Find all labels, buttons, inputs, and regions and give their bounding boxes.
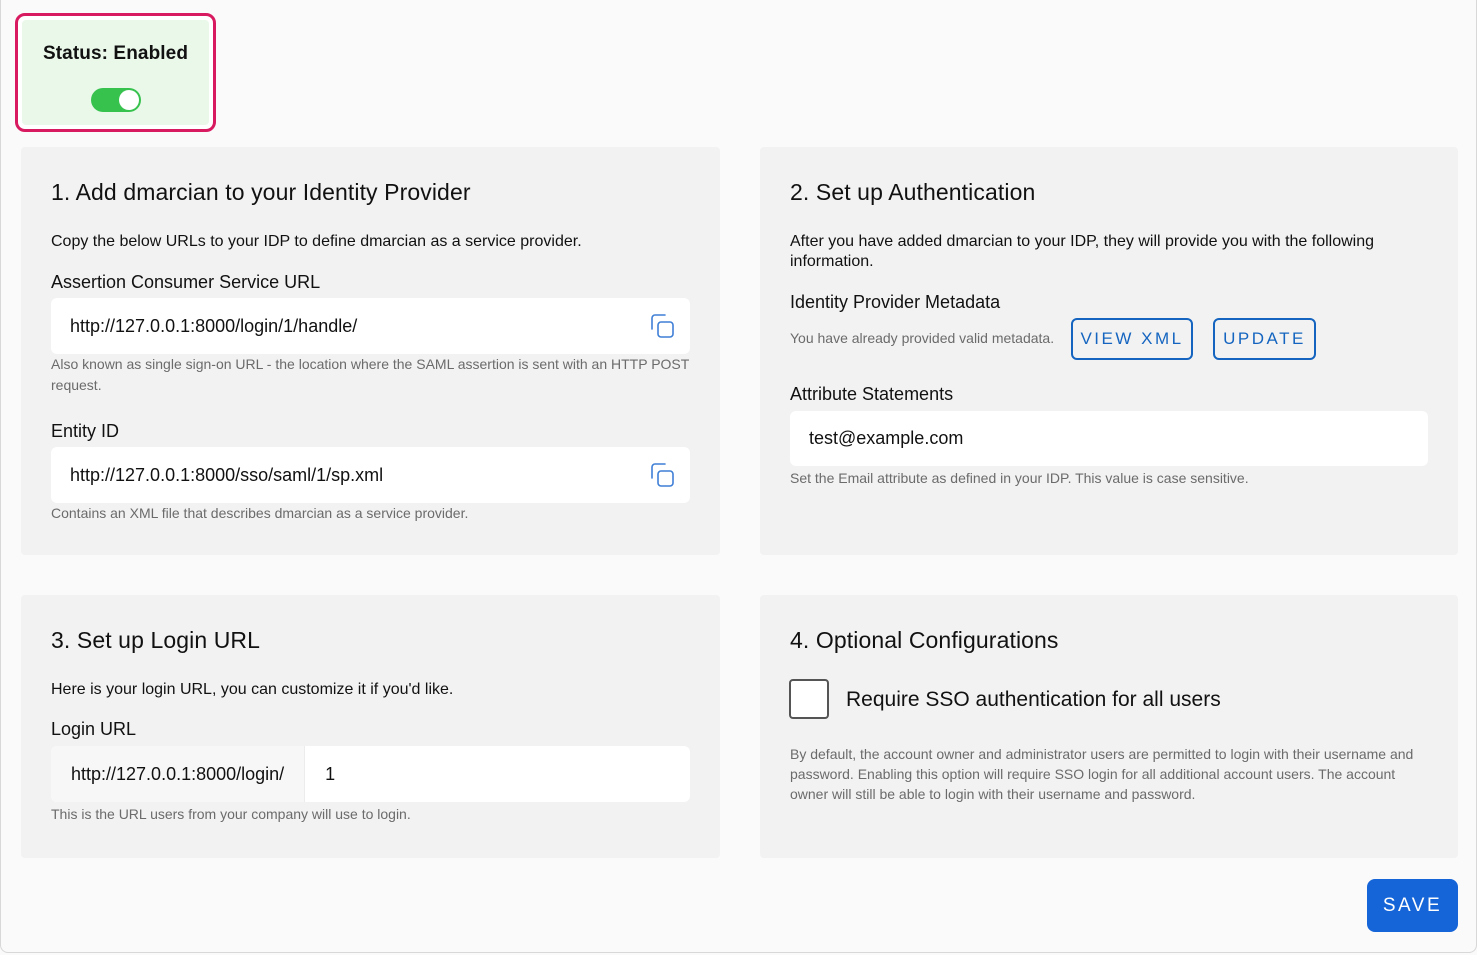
email-attribute-value: test@example.com [809,428,964,448]
login-url-prefix: http://127.0.0.1:8000/login/ [51,746,305,802]
section-3-title: 3. Set up Login URL [51,627,261,653]
attribute-statements-label: Attribute Statements [790,384,954,404]
login-url-input[interactable]: 1 [325,763,336,784]
section-2-title: 2. Set up Authentication [790,179,1036,205]
login-url-label: Login URL [51,719,137,739]
section-authentication [760,147,1458,555]
idp-metadata-label: Identity Provider Metadata [790,292,1001,312]
copy-icon[interactable] [648,461,676,489]
metadata-status: You have already provided valid metadata. [790,330,1055,346]
section-optional-configurations [760,595,1458,858]
require-sso-checkbox[interactable] [789,679,829,719]
status-label: Status: Enabled [42,43,189,64]
require-sso-label[interactable]: Require SSO authentication for all users [846,688,1221,711]
acs-url-field[interactable] [51,298,690,354]
copy-icon[interactable] [648,312,676,340]
acs-url-label: Assertion Consumer Service URL [51,272,321,292]
entity-id-help: Contains an XML file that describes dmarcian as a service provider. [51,505,469,521]
section-identity-provider [21,147,720,555]
status-toggle[interactable] [91,88,141,112]
login-url-help: This is the URL users from your company will use to login. [51,806,411,822]
section-3-description: Here is your login URL, you can customize it if you'd like. [51,681,454,698]
entity-id-value: http://127.0.0.1:8000/sso/saml/1/sp.xml [70,464,384,485]
acs-url-help: Also known as single sign-on URL - the location where the SAML assertion is sent with an HTTP POST request. [51,356,690,393]
status-panel [22,20,209,125]
entity-id-label: Entity ID [51,421,120,441]
section-1-description: Copy the below URLs to your IDP to define dmarcian as a service provider. [51,233,582,250]
attribute-help: Set the Email attribute as defined in your IDP. This value is case sensitive. [790,470,1249,486]
status-card [15,13,216,132]
entity-id-field[interactable] [51,447,690,503]
login-url-field [51,746,690,802]
section-login-url [21,595,720,858]
update-button[interactable]: UPDATE [1213,318,1316,360]
toggle-knob [119,90,139,110]
save-button[interactable]: SAVE [1367,879,1458,932]
section-1-title: 1. Add dmarcian to your Identity Provider [51,179,471,205]
view-xml-button[interactable]: VIEW XML [1071,318,1193,360]
section-2-description: After you have added dmarcian to your IDP, they will provide you with the following information. [790,233,1375,270]
email-attribute-field[interactable] [790,411,1428,466]
section-4-title: 4. Optional Configurations [790,627,1059,653]
require-sso-help: By default, the account owner and administrator users are permitted to login with their username and password. Enabling this option will require SSO login for all additional account users. The account owner will still be able to login with their username and password. [790,746,1414,802]
acs-url-value: http://127.0.0.1:8000/login/1/handle/ [70,315,358,336]
